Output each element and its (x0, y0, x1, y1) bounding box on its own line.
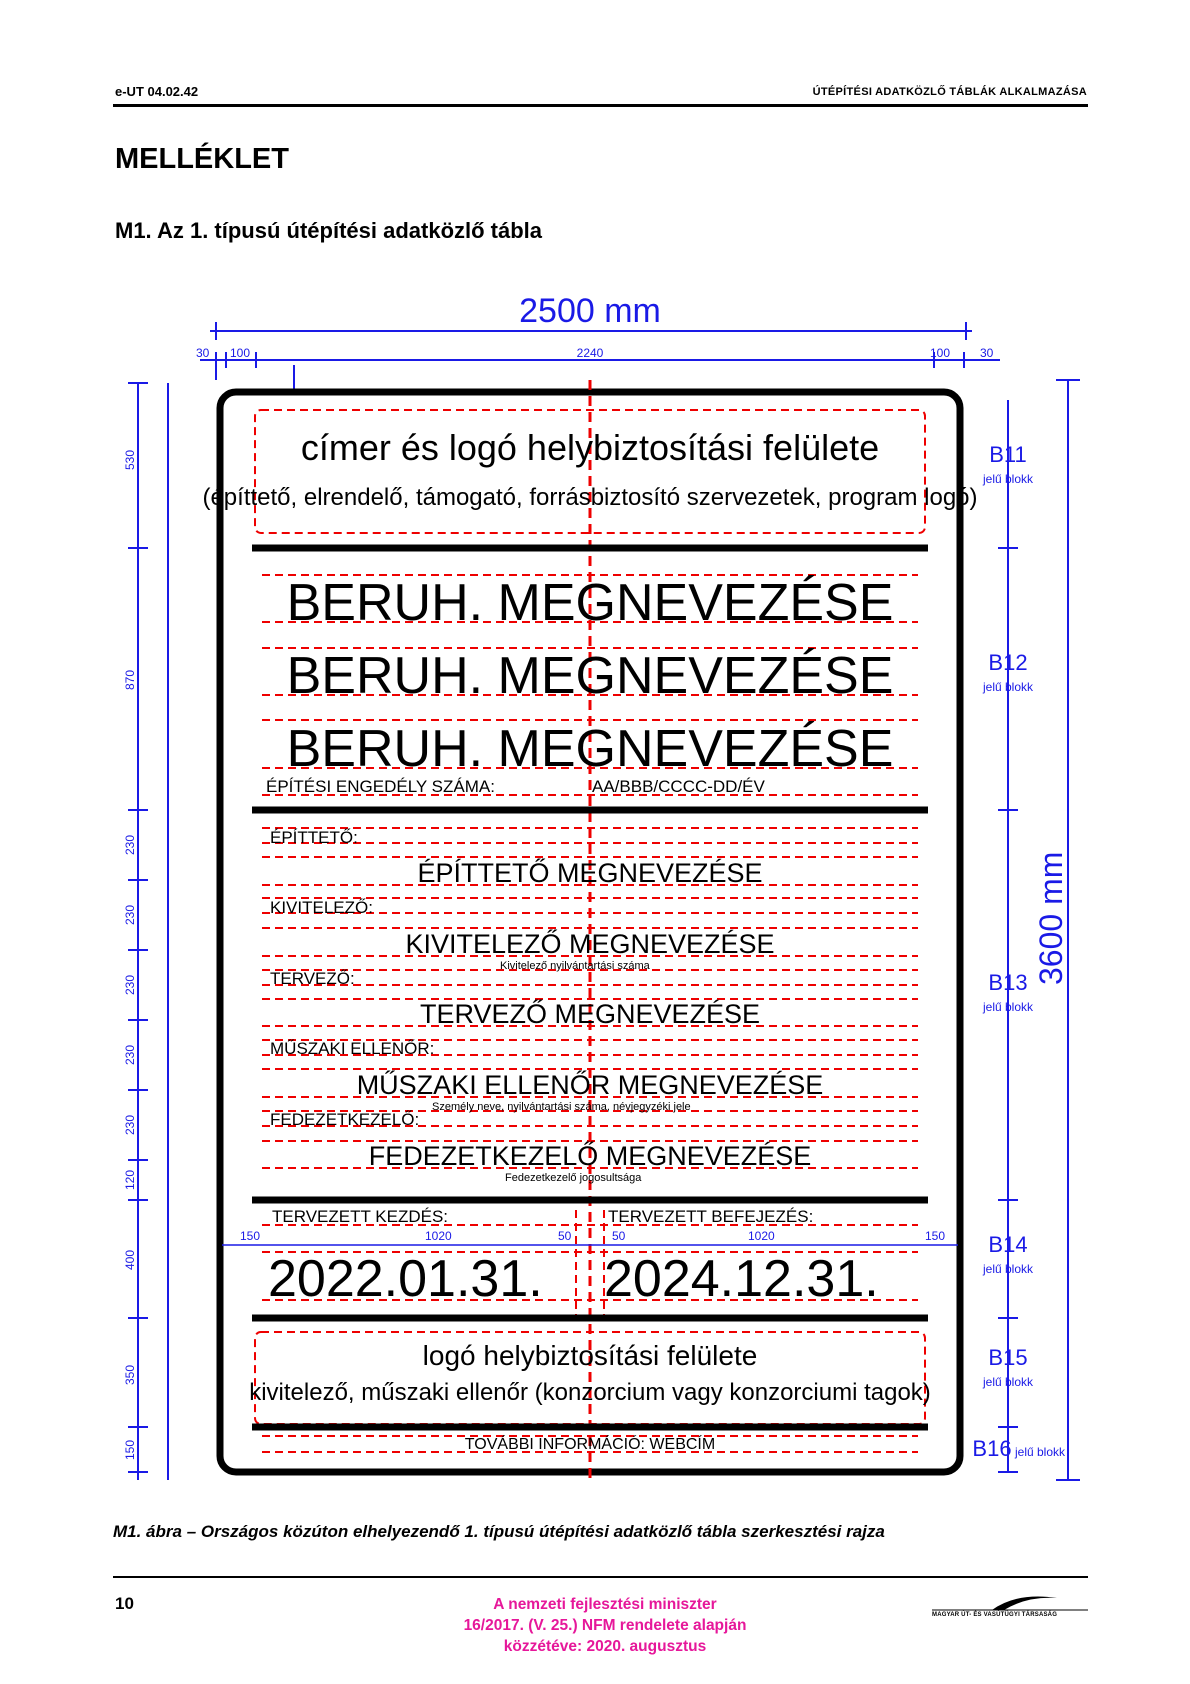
notice-line-3: közzétéve: 2020. augusztus (503, 1638, 707, 1655)
block-b14-code: B14 (988, 1232, 1028, 1257)
role-name-contractor: KIVITELEZŐ MEGNEVEZÉSE (405, 929, 775, 959)
publication-notice (395, 1594, 815, 1657)
date-dim-1020-left: 1020 (425, 1229, 452, 1243)
date-dim-150-right: 150 (925, 1229, 946, 1243)
page-number: 10 (115, 1594, 134, 1613)
publisher-logo-swoosh-icon (932, 1592, 1088, 1612)
footer-rule (113, 1576, 1088, 1578)
dim-top-100-left: 100 (230, 346, 251, 360)
date-dim-1020-right: 1020 (748, 1229, 775, 1243)
role-name-inspector: MŰSZAKI ELLENŐR MEGNEVEZÉSE (356, 1070, 824, 1100)
permit-value: AA/BBB/CCCC-DD/ÉV (592, 777, 765, 796)
permit-label: ÉPÍTÉSI ENGEDÉLY SZÁMA: (266, 777, 495, 796)
role-label-fund-manager: FEDEZETKEZELŐ: (270, 1110, 420, 1129)
dim-left-230-5: 230 (123, 1114, 137, 1135)
section-title: M1. Az 1. típusú útépítési adatközlő tábla (115, 218, 543, 243)
dim-left-150: 150 (123, 1439, 137, 1460)
block-b16-label: jelű blokk (1014, 1445, 1066, 1459)
total-width-label: 2500 mm (519, 292, 661, 330)
dim-left-400: 400 (123, 1249, 137, 1270)
page-title: MELLÉKLET (115, 143, 289, 175)
date-dim-50-left: 50 (558, 1229, 572, 1243)
block-b15-code: B15 (988, 1345, 1028, 1370)
logo-area-title: logó helybiztosítási felülete (422, 1340, 758, 1371)
project-name-2: BERUH. MEGNEVEZÉSE (286, 647, 894, 705)
publisher-logo-text: MAGYAR ÚT- ÉS VASÚTÜGYI TÁRSASÁG (932, 1612, 1058, 1618)
date-dim-150-left: 150 (240, 1229, 261, 1243)
notice-line-1: A nemzeti fejlesztési miniszter (493, 1596, 717, 1613)
logo-area-subtitle: kivitelező, műszaki ellenőr (konzorcium vagy konzorciumi tagok) (249, 1379, 931, 1406)
start-label: TERVEZETT KEZDÉS: (272, 1207, 449, 1226)
dim-top-2240: 2240 (576, 346, 604, 360)
end-date: 2024.12.31. (604, 1250, 879, 1308)
role-name-fund-manager: FEDEZETKEZELŐ MEGNEVEZÉSE (368, 1141, 812, 1171)
dim-left-230-2: 230 (123, 904, 137, 925)
dim-top-30-right: 30 (980, 346, 994, 360)
figure-caption: M1. ábra – Országos közúton elhelyezendő 1. típusú útépítési adatközlő tábla szerkesztési rajza (113, 1522, 885, 1541)
project-name-1: BERUH. MEGNEVEZÉSE (286, 574, 894, 632)
crest-area-title: címer és logó helybiztosítási felülete (300, 427, 880, 468)
role-label-inspector: MŰSZAKI ELLENŐR: (270, 1039, 435, 1058)
role-name-designer: TERVEZŐ MEGNEVEZÉSE (419, 999, 761, 1029)
dim-top-30-left: 30 (196, 346, 210, 360)
publisher-logo (932, 1592, 1088, 1622)
role-label-builder: ÉPÍTTETŐ: (270, 828, 358, 847)
role-label-designer: TERVEZŐ: (270, 969, 355, 988)
dim-left-530: 530 (123, 449, 137, 470)
notice-line-2: 16/2017. (V. 25.) NFM rendelete alapján (463, 1617, 747, 1634)
block-b15-label: jelű blokk (982, 1375, 1034, 1389)
dim-left-120: 120 (123, 1169, 137, 1190)
block-b12-label: jelű blokk (982, 680, 1034, 694)
start-date: 2022.01.31. (268, 1250, 543, 1308)
role-note-contractor: Kivitelező nyilvántartási száma (500, 960, 650, 972)
block-b11-code: B11 (989, 442, 1027, 467)
block-b16-code: B16 (972, 1436, 1012, 1461)
total-height-label: 3600 mm (1033, 851, 1069, 985)
dim-left-870: 870 (123, 669, 137, 690)
dim-left-230-3: 230 (123, 974, 137, 995)
role-label-contractor: KIVITELEZŐ: (270, 898, 373, 917)
project-name-3: BERUH. MEGNEVEZÉSE (286, 720, 894, 778)
dim-left-230-1: 230 (123, 834, 137, 855)
role-note-fund-manager: Fedezetkezelő jogosultsága (505, 1172, 642, 1184)
block-b11-label: jelű blokk (982, 472, 1034, 486)
block-b13-code: B13 (988, 970, 1028, 995)
document-running-title: ÚTÉPÍTÉSI ADATKÖZLŐ TÁBLÁK ALKALMAZÁSA (812, 86, 1087, 98)
block-b13-label: jelű blokk (982, 1000, 1034, 1014)
end-label: TERVEZETT BEFEJEZÉS: (608, 1207, 814, 1226)
info-text: TOVÁBBI INFORMÁCIÓ: WEBCÍM (464, 1436, 716, 1453)
role-name-builder: ÉPÍTTETŐ MEGNEVEZÉSE (417, 858, 763, 888)
block-b14-label: jelű blokk (982, 1262, 1034, 1276)
dim-left-230-4: 230 (123, 1044, 137, 1065)
block-b12-code: B12 (988, 650, 1028, 675)
dim-left-350: 350 (123, 1364, 137, 1385)
crest-area-subtitle: (építtető, elrendelő, támogató, forrásbiztosító szervezetek, program logó) (202, 484, 978, 511)
document-code: e-UT 04.02.42 (115, 84, 199, 99)
role-note-inspector: Személy neve, nyilvántartási száma, névjegyzéki jele (432, 1101, 691, 1113)
dim-top-100-right: 100 (930, 346, 951, 360)
date-dim-50-right: 50 (612, 1229, 626, 1243)
